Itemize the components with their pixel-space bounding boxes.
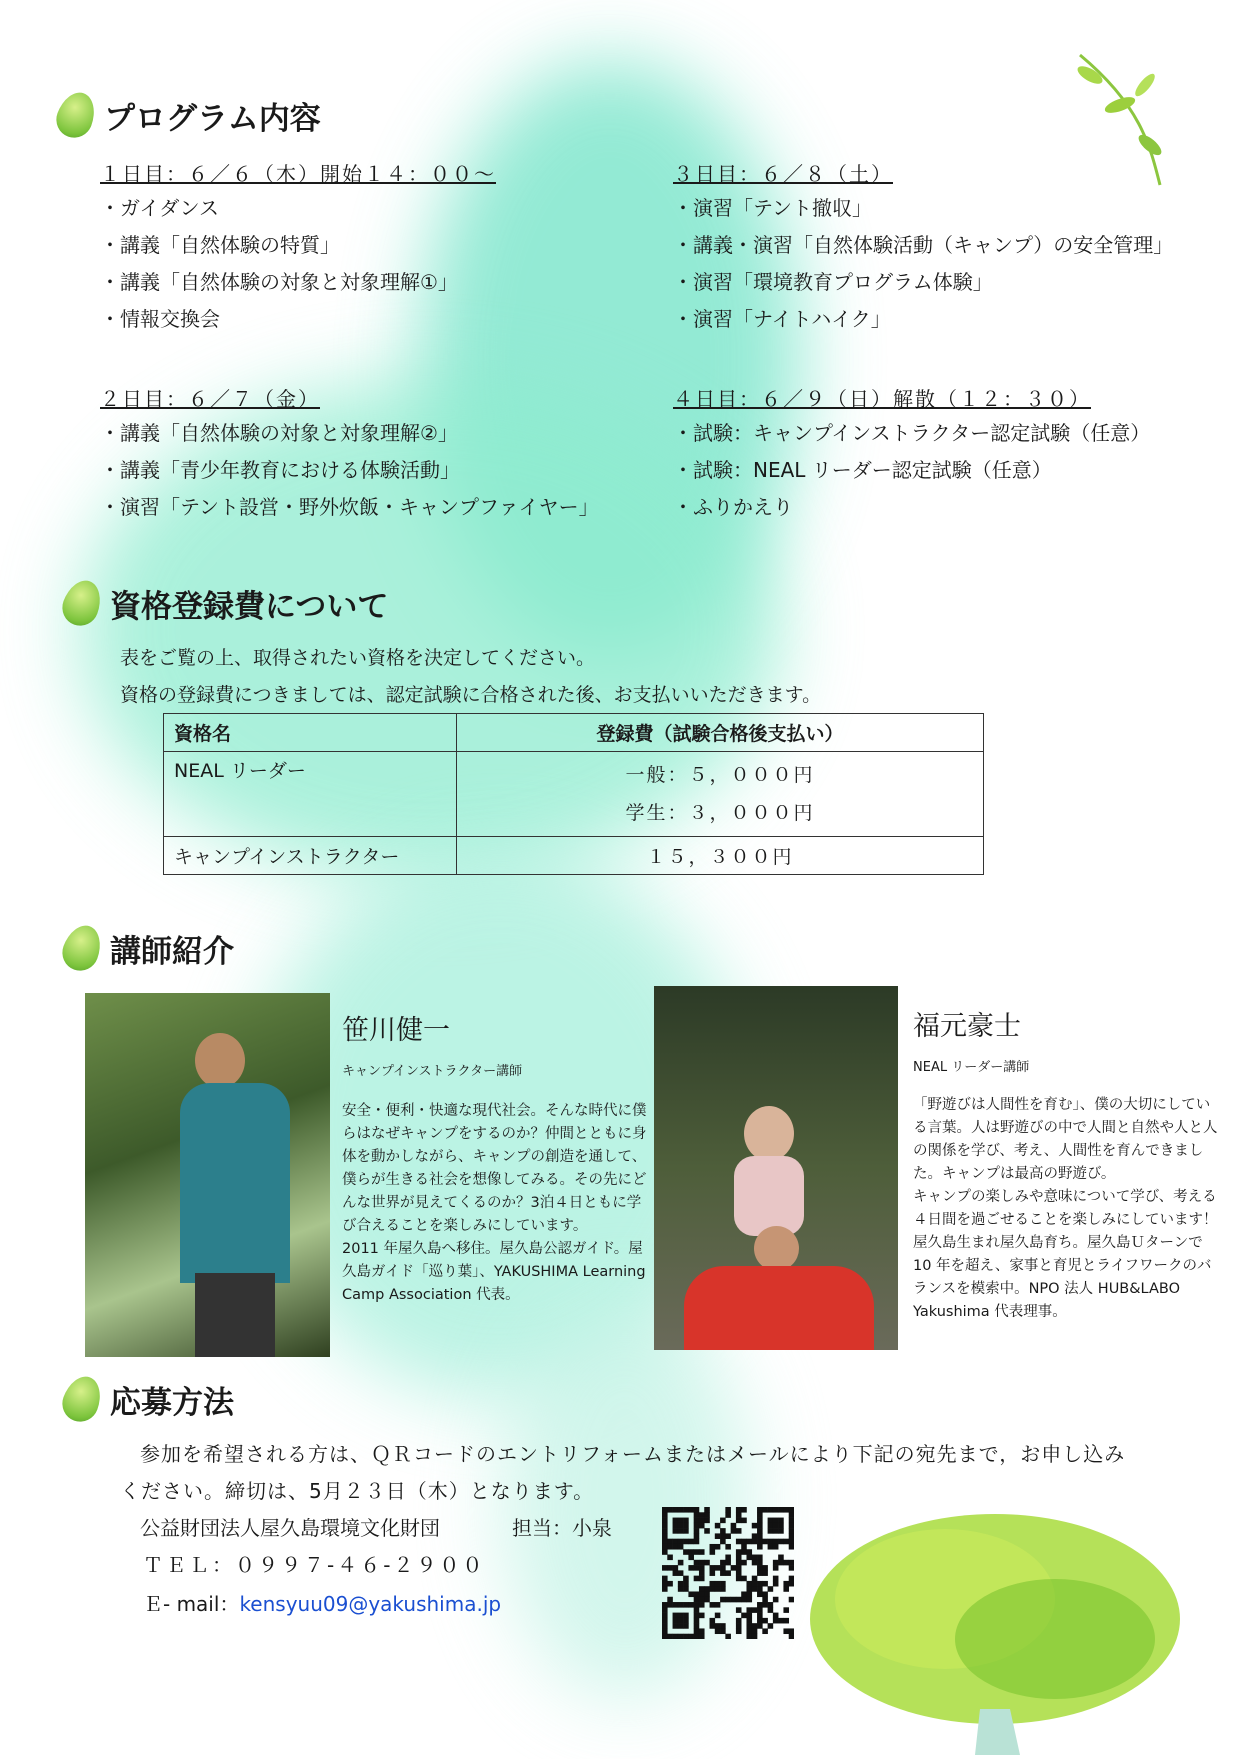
instructor-bio: 「野遊びは人間性を育む」、僕の大切にしている言葉。人は野遊びの中で人間と自然や人と人の関係を学び、考え、人間性を育んできました。キャンプは最高の野遊び。 キャンプの楽しみや意味について学び、考える４日間を過ごせることを楽しみにしています！ 屋久島生まれ屋久島育ち。屋久島Ｕターンで 10 年を超え、家事と育児とライフワークのバランスを模索中。NPO 法人 HUB&LABO Yakushima 代表理事。 — [913, 1097, 1218, 1320]
day2-title: ２日目：６／７（金） — [100, 387, 320, 411]
table-cell — [457, 752, 984, 837]
apply-text-2: ください。締切は、5月２３日（木）となります。 — [120, 1479, 595, 1503]
apply-text-1: 参加を希望される方は、ＱＲコードのエントリフォームまたはメールにより下記の宛先まで，お申し込み — [140, 1442, 1126, 1466]
tree-illustration — [805, 1509, 1185, 1755]
fees-line-1: 表をご覧の上、取得されたい資格を決定してください。 — [120, 647, 596, 669]
list-item: ・演習「ナイトハイク」 — [673, 307, 891, 331]
day2-list — [100, 415, 599, 526]
list-item: ・情報交換会 — [100, 307, 220, 331]
list-item: ・演習「テント設営・野外炊飯・キャンプファイヤー」 — [100, 495, 599, 519]
list-item: ・演習「テント撤収」 — [673, 196, 872, 220]
list-item: ・演習「環境教育プログラム体験」 — [673, 270, 993, 294]
email-label: Ｅ- mail： — [143, 1592, 240, 1616]
instructor-photo-sasakawa — [85, 993, 330, 1357]
day4-title: ４日目：６／９（日）解散（１２：３０） — [673, 387, 1091, 411]
list-item: ・試験：キャンプインストラクター認定試験（任意） — [673, 421, 1151, 445]
table-cell: NEAL リーダー — [164, 752, 457, 837]
instructor-bio: 安全・便利・快適な現代社会。そんな時代に僕らはなぜキャンプをするのか？仲間とともに身体を動かしながら、キャンプの創造を通して、僕らが生きる社会を想像してみる。その先にどんな世界が見えてくるのか？3泊４日ともに学び合えることを楽しみにしています。 2011 年屋久島へ移住。屋久島公認ガイド。屋久島ガイド「巡り葉」、YAKUSHIMA Learning Camp Association 代表。 — [342, 1103, 647, 1303]
day3-list — [673, 190, 1173, 338]
list-item: ・ガイダンス — [100, 196, 219, 220]
leaf-icon — [51, 87, 101, 143]
list-item: ・講義「自然体験の対象と対象理解①」 — [100, 270, 458, 294]
table-cell: １５，３００円 — [457, 837, 984, 875]
table-row — [164, 752, 984, 837]
table-header: 登録費（試験合格後支払い） — [457, 714, 984, 752]
heading-text: 応募方法 — [110, 1384, 234, 1421]
section-heading-program — [58, 92, 321, 138]
leaf-sprig-decoration — [1060, 45, 1185, 190]
list-item: ・講義・演習「自然体験活動（キャンプ）の安全管理」 — [673, 233, 1174, 257]
fees-table — [163, 713, 984, 875]
email-link[interactable]: kensyuu09@yakushima.jp — [239, 1592, 502, 1616]
day1-title: １日目：６／６（木）開始１４：００～ — [100, 162, 496, 186]
fee-student: 学生：３，０００円 — [625, 802, 815, 824]
section-heading-instructors — [64, 925, 234, 971]
heading-text: プログラム内容 — [104, 100, 321, 137]
instructor-role: キャンプインストラクター講師 — [342, 1064, 523, 1079]
leaf-icon — [57, 920, 107, 976]
email-row — [143, 1586, 501, 1623]
list-item: ・講義「自然体験の対象と対象理解②」 — [100, 421, 458, 445]
instructor-photo-fukumoto — [654, 986, 898, 1350]
list-item: ・講義「青少年教育における体験活動」 — [100, 458, 460, 482]
instructor-name: 福元豪士 — [913, 1011, 1021, 1042]
list-item: ・ふりかえり — [673, 495, 793, 519]
contact-person: 担当：小泉 — [512, 1516, 612, 1540]
leaf-icon — [57, 1371, 107, 1427]
fees-line-2: 資格の登録費につきましては、認定試験に合格された後、お支払いいただきます。 — [120, 684, 822, 706]
table-header: 資格名 — [164, 714, 457, 752]
telephone: ＴＥＬ：０９９７-４６-２９００ — [143, 1553, 486, 1577]
day4-list — [673, 415, 1150, 526]
list-item: ・試験：NEAL リーダー認定試験（任意） — [673, 458, 1052, 482]
leaf-icon — [57, 575, 107, 631]
organization: 公益財団法人屋久島環境文化財団 — [140, 1516, 440, 1540]
instructor-name: 笹川健一 — [342, 1015, 450, 1046]
table-row — [164, 837, 984, 875]
day1-list — [100, 190, 458, 338]
heading-text: 資格登録費について — [110, 588, 389, 625]
section-heading-apply — [64, 1376, 234, 1422]
table-cell: キャンプインストラクター — [164, 837, 457, 875]
day3-title: ３日目：６／８（土） — [673, 162, 893, 186]
section-heading-fees — [64, 580, 388, 626]
list-item: ・講義「自然体験の特質」 — [100, 233, 340, 257]
fee-general: 一般：５，０００円 — [625, 764, 815, 786]
heading-text: 講師紹介 — [110, 933, 234, 970]
instructor-role: NEAL リーダー講師 — [913, 1060, 1030, 1075]
qr-code[interactable] — [662, 1507, 794, 1639]
